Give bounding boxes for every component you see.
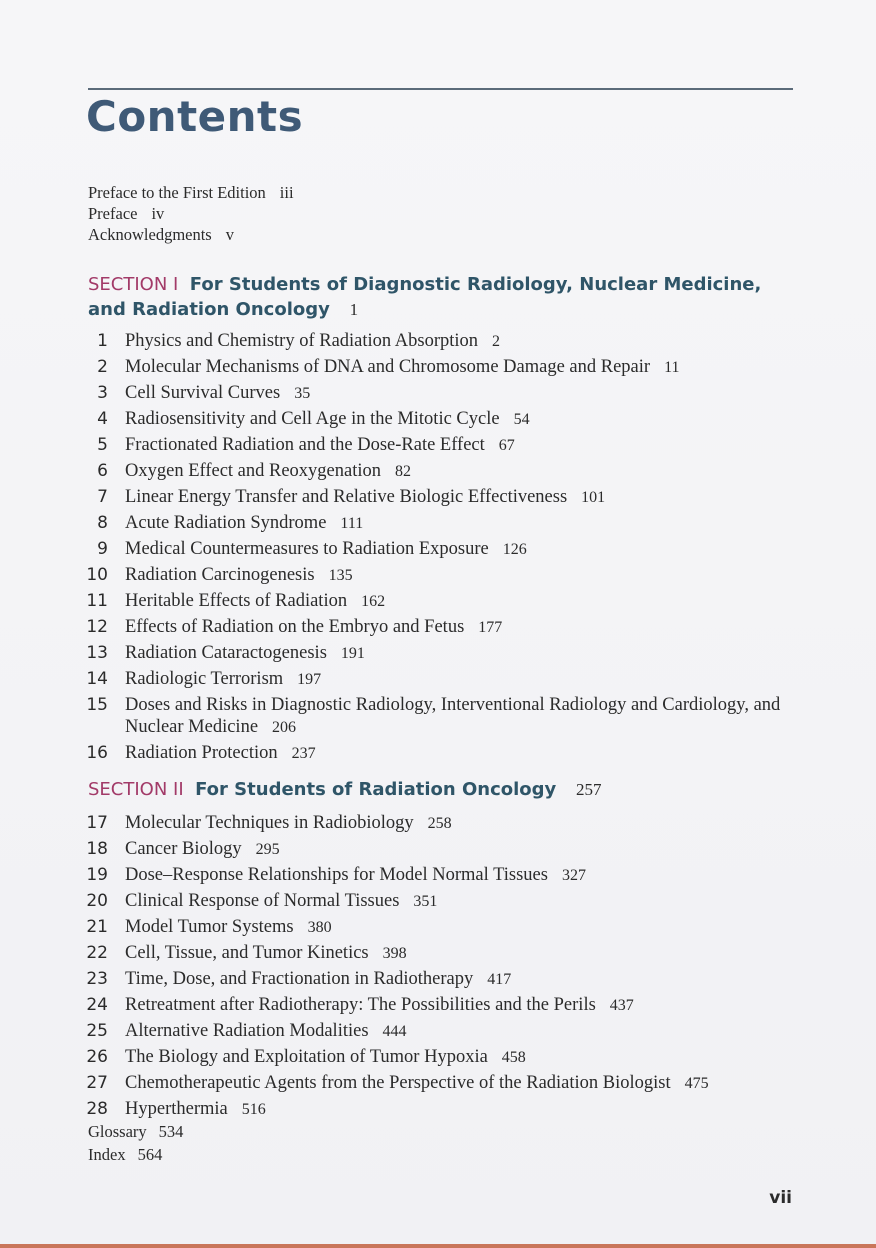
chapter-number: 17 [86, 813, 108, 833]
chapter-number: 16 [86, 743, 108, 763]
chapter-title: Radiosensitivity and Cell Age in the Mitotic Cycle [125, 409, 500, 429]
chapter-number: 23 [86, 969, 108, 989]
chapter-number: 2 [97, 357, 108, 377]
back-matter-page: 564 [137, 1145, 163, 1164]
chapter-title: Radiation Cataractogenesis [125, 643, 327, 663]
chapter-number: 13 [86, 643, 108, 663]
chapter-page: 162 [361, 593, 386, 610]
chapter-page: 82 [395, 463, 412, 480]
chapter-page: 437 [609, 997, 634, 1014]
front-matter-label: Preface [88, 204, 138, 223]
chapter-entry[interactable] [80, 590, 800, 613]
chapter-number: 3 [97, 383, 108, 403]
chapter-entry[interactable] [80, 1072, 800, 1095]
chapter-text [125, 616, 800, 639]
chapter-number: 24 [86, 995, 108, 1015]
section-page: 1 [349, 300, 359, 319]
section-name: For Students of Diagnostic Radiology, Nuclear Medicine, and Radiation Oncology [88, 274, 762, 320]
chapter-page: 11 [664, 359, 680, 376]
chapter-entry[interactable] [80, 668, 800, 691]
chapter-text [125, 1098, 800, 1121]
chapter-text [125, 486, 800, 509]
chapter-page: 351 [413, 893, 438, 910]
chapter-text [125, 968, 800, 991]
chapter-page: 191 [340, 645, 365, 662]
chapter-entry[interactable] [80, 538, 800, 561]
chapter-title: Heritable Effects of Radiation [125, 591, 348, 611]
chapter-page: 516 [241, 1101, 266, 1118]
chapter-page: 295 [255, 841, 280, 858]
chapter-title: Radiation Protection [125, 743, 278, 763]
chapter-page: 458 [501, 1049, 526, 1066]
chapter-text [125, 356, 800, 379]
chapter-number: 6 [97, 461, 108, 481]
chapter-title: Dose–Response Relationships for Model Normal Tissues [125, 865, 548, 885]
chapter-text [125, 330, 800, 353]
page-number: vii [769, 1188, 792, 1208]
section-name: For Students of Radiation Oncology [195, 779, 557, 800]
front-matter-list [88, 182, 294, 245]
chapter-text [125, 742, 800, 765]
chapter-entry[interactable] [80, 1046, 800, 1069]
chapter-entry[interactable] [80, 434, 800, 457]
section-2-chapter-list [80, 812, 800, 1124]
chapter-text [125, 382, 800, 405]
chapter-title: Cell, Tissue, and Tumor Kinetics [125, 943, 369, 963]
chapter-title: Doses and Risks in Diagnostic Radiology, Interventional Radiology and Cardiology, and Nuclear Medicine [125, 695, 781, 737]
chapter-title: Oxygen Effect and Reoxygenation [125, 461, 382, 481]
chapter-title: Alternative Radiation Modalities [125, 1021, 369, 1041]
chapter-number: 22 [86, 943, 108, 963]
chapter-entry[interactable] [80, 486, 800, 509]
chapter-text [125, 512, 800, 535]
chapter-entry[interactable] [80, 994, 800, 1017]
chapter-entry[interactable] [80, 382, 800, 405]
chapter-page: 398 [382, 945, 407, 962]
chapter-page: 35 [294, 385, 311, 402]
chapter-number: 1 [97, 331, 108, 351]
chapter-entry[interactable] [80, 916, 800, 939]
chapter-number: 15 [86, 695, 108, 715]
chapter-title: Linear Energy Transfer and Relative Biologic Effectiveness [125, 487, 568, 507]
section-label: SECTION I [88, 274, 179, 295]
chapter-page: 206 [272, 719, 297, 736]
chapter-text [125, 590, 800, 613]
chapter-text [125, 668, 800, 691]
chapter-page: 177 [478, 619, 503, 636]
chapter-entry[interactable] [80, 942, 800, 965]
chapter-number: 28 [86, 1099, 108, 1119]
section-2-heading[interactable] [88, 777, 788, 802]
chapter-number: 21 [86, 917, 108, 937]
chapter-title: Cancer Biology [125, 839, 242, 859]
chapter-number: 7 [97, 487, 108, 507]
chapter-text [125, 1046, 800, 1069]
chapter-page: 475 [684, 1075, 709, 1092]
chapter-text [125, 838, 800, 861]
chapter-page: 327 [561, 867, 586, 884]
chapter-text [125, 1020, 800, 1043]
back-matter-label: Index [88, 1145, 126, 1164]
chapter-number: 11 [86, 591, 108, 611]
chapter-text [125, 1072, 800, 1095]
chapter-number: 18 [86, 839, 108, 859]
front-matter-page: iii [279, 183, 294, 202]
chapter-number: 5 [97, 435, 108, 455]
chapter-entry[interactable] [80, 864, 800, 887]
chapter-page: 101 [581, 489, 606, 506]
chapter-text [125, 994, 800, 1017]
chapter-title: Physics and Chemistry of Radiation Absorption [125, 331, 479, 351]
chapter-title: Medical Countermeasures to Radiation Exposure [125, 539, 489, 559]
chapter-page: 197 [297, 671, 322, 688]
chapter-text [125, 694, 800, 739]
chapter-title: Acute Radiation Syndrome [125, 513, 327, 533]
section-1-heading[interactable] [88, 272, 788, 322]
chapter-text [125, 916, 800, 939]
chapter-entry[interactable] [80, 1098, 800, 1121]
chapter-page: 54 [513, 411, 530, 428]
chapter-page: 126 [502, 541, 527, 558]
chapter-title: Model Tumor Systems [125, 917, 294, 937]
chapter-entry[interactable] [80, 512, 800, 535]
chapter-entry[interactable] [80, 564, 800, 587]
chapter-title: Hyperthermia [125, 1099, 228, 1119]
chapter-number: 26 [86, 1047, 108, 1067]
chapter-page: 417 [487, 971, 512, 988]
chapter-text [125, 564, 800, 587]
chapter-entry[interactable] [80, 408, 800, 431]
chapter-number: 9 [97, 539, 108, 559]
chapter-title: Molecular Mechanisms of DNA and Chromosome Damage and Repair [125, 357, 651, 377]
chapter-entry[interactable] [80, 1020, 800, 1043]
chapter-number: 8 [97, 513, 108, 533]
chapter-title: Time, Dose, and Fractionation in Radiotherapy [125, 969, 474, 989]
chapter-number: 27 [86, 1073, 108, 1093]
chapter-entry[interactable] [80, 460, 800, 483]
section-1-chapter-list [80, 330, 800, 768]
chapter-number: 19 [86, 865, 108, 885]
title-rule [88, 88, 793, 90]
chapter-title: Effects of Radiation on the Embryo and Fetus [125, 617, 465, 637]
chapter-page: 67 [498, 437, 515, 454]
chapter-text [125, 642, 800, 665]
chapter-page: 111 [340, 515, 364, 532]
chapter-entry[interactable] [80, 694, 800, 739]
chapter-number: 12 [86, 617, 108, 637]
back-matter-item[interactable] [88, 1120, 183, 1143]
section-label: SECTION II [88, 779, 184, 800]
front-matter-item[interactable] [88, 224, 294, 245]
chapter-number: 4 [97, 409, 108, 429]
front-matter-page: v [225, 225, 234, 244]
chapter-number: 10 [86, 565, 108, 585]
back-matter-page: 534 [158, 1122, 184, 1141]
page-title: Contents [86, 92, 304, 141]
chapter-number: 14 [86, 669, 108, 689]
chapter-text [125, 942, 800, 965]
chapter-entry[interactable] [80, 968, 800, 991]
chapter-page: 237 [291, 745, 316, 762]
chapter-entry[interactable] [80, 890, 800, 913]
chapter-entry[interactable] [80, 330, 800, 353]
chapter-title: The Biology and Exploitation of Tumor Hypoxia [125, 1047, 488, 1067]
front-matter-label: Acknowledgments [88, 225, 212, 244]
chapter-number: 25 [86, 1021, 108, 1041]
chapter-text [125, 812, 800, 835]
chapter-text [125, 408, 800, 431]
chapter-entry[interactable] [80, 642, 800, 665]
chapter-title: Fractionated Radiation and the Dose-Rate Effect [125, 435, 485, 455]
back-matter-label: Glossary [88, 1122, 147, 1141]
chapter-page: 2 [492, 333, 501, 350]
chapter-entry[interactable] [80, 838, 800, 861]
front-matter-page: iv [151, 204, 165, 223]
chapter-page: 380 [307, 919, 332, 936]
chapter-entry[interactable] [80, 742, 800, 765]
page-edge [0, 1244, 876, 1248]
chapter-title: Retreatment after Radiotherapy: The Possibilities and the Perils [125, 995, 596, 1015]
chapter-title: Radiologic Terrorism [125, 669, 284, 689]
chapter-text [125, 864, 800, 887]
front-matter-item[interactable] [88, 203, 294, 224]
back-matter-item[interactable] [88, 1143, 183, 1166]
chapter-text [125, 538, 800, 561]
chapter-text [125, 434, 800, 457]
chapter-text [125, 460, 800, 483]
chapter-title: Molecular Techniques in Radiobiology [125, 813, 414, 833]
chapter-title: Clinical Response of Normal Tissues [125, 891, 400, 911]
chapter-title: Chemotherapeutic Agents from the Perspective of the Radiation Biologist [125, 1073, 671, 1093]
chapter-page: 258 [427, 815, 452, 832]
back-matter-list [88, 1120, 183, 1166]
chapter-entry[interactable] [80, 812, 800, 835]
front-matter-label: Preface to the First Edition [88, 183, 266, 202]
chapter-title: Radiation Carcinogenesis [125, 565, 315, 585]
chapter-title: Cell Survival Curves [125, 383, 281, 403]
front-matter-item[interactable] [88, 182, 294, 203]
chapter-page: 444 [382, 1023, 407, 1040]
chapter-page: 135 [328, 567, 353, 584]
chapter-number: 20 [86, 891, 108, 911]
section-page: 257 [576, 780, 602, 799]
chapter-entry[interactable] [80, 616, 800, 639]
chapter-text [125, 890, 800, 913]
chapter-entry[interactable] [80, 356, 800, 379]
